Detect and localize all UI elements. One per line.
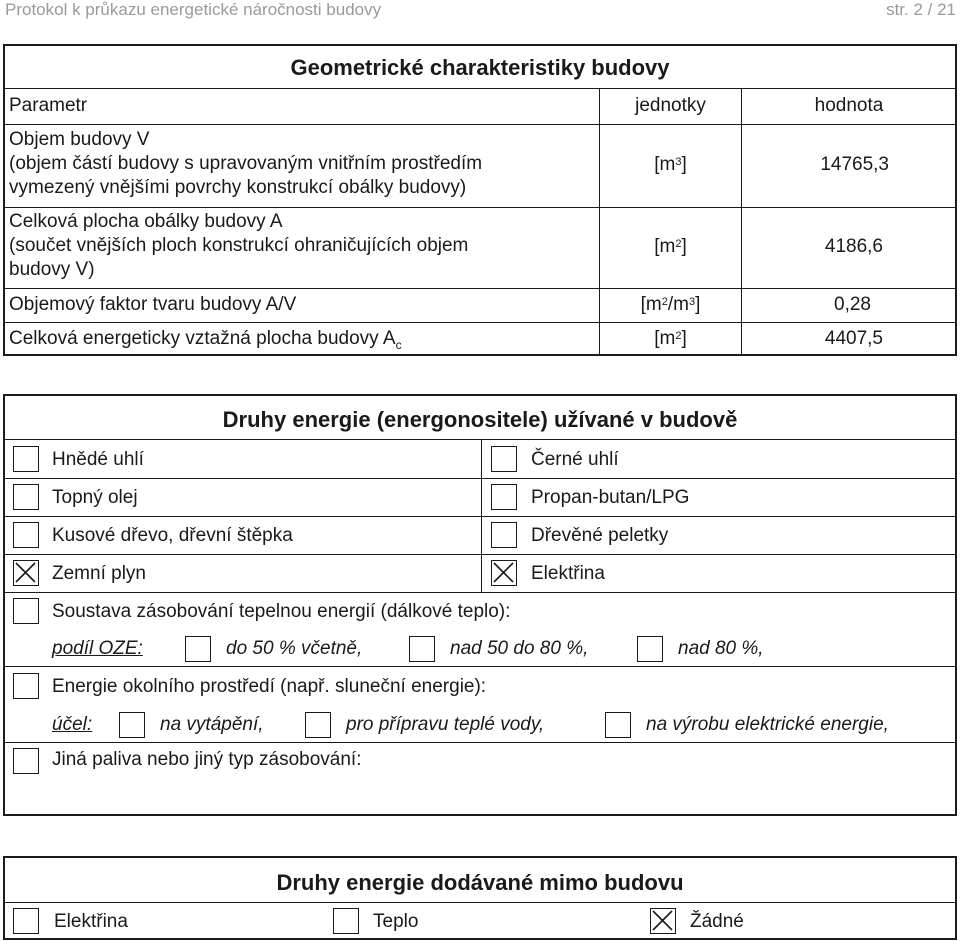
label-elektrina: Elektřina xyxy=(531,563,605,584)
page-number: str. 2 / 21 xyxy=(886,0,956,19)
param-name: Objem budovy V xyxy=(9,129,150,150)
param-unit: $[m^3]$ xyxy=(654,154,687,175)
label-zemni-plyn: Zemní plyn xyxy=(52,563,146,584)
checkbox-ucel-elektricka[interactable] xyxy=(605,712,631,738)
energy-used-section xyxy=(3,394,957,816)
label-propan-butan: Propan-butan/LPG xyxy=(531,487,690,508)
label-dalkove-teplo: Soustava zásobování tepelnou energií (dálkové teplo): xyxy=(52,601,511,622)
checkbox-mimo-elektrina[interactable] xyxy=(13,908,39,934)
param-desc: (objem částí budovy s upravovaným vnitřním prostředím xyxy=(9,153,483,174)
geometry-section xyxy=(3,44,957,356)
checkbox-propan-butan[interactable] xyxy=(491,484,517,510)
checkbox-cerne-uhli[interactable] xyxy=(491,446,517,472)
label-jina-paliva: Jiná paliva nebo jiný typ zásobování: xyxy=(52,749,362,770)
param-name: Celková energeticky vztažná plocha budovy $A_c$ xyxy=(9,328,402,352)
label-ucel-elektricka: na výrobu elektrické energie, xyxy=(646,714,889,735)
checkmark-cross-icon xyxy=(651,909,674,932)
checkbox-ucel-vytapeni[interactable] xyxy=(119,712,145,738)
energy-used-title: Druhy energie (energonositele) užívané v budově xyxy=(222,407,738,432)
label-ucel-vytapeni: na vytápění, xyxy=(160,714,264,735)
checkmark-cross-icon xyxy=(492,561,515,584)
checkbox-zemni-plyn[interactable] xyxy=(13,560,39,586)
label-mimo-teplo: Teplo xyxy=(373,911,419,932)
param-name: Celková plocha obálky budovy A xyxy=(9,211,283,232)
param-unit: $[m^2]$ xyxy=(654,236,687,257)
checkbox-kusove-drevo[interactable] xyxy=(13,522,39,548)
label-energie-okolniho: Energie okolního prostředí (např. sluneční energie): xyxy=(52,676,487,697)
param-unit: $[m^2/m^3]$ xyxy=(640,294,701,315)
param-name: Objemový faktor tvaru budovy A/V xyxy=(9,294,297,315)
label-kusove-drevo: Kusové dřevo, dřevní štěpka xyxy=(52,525,293,546)
param-desc: vymezený vnějšími povrchy konstrukcí obálky budovy) xyxy=(9,177,467,198)
checkbox-energie-okolniho[interactable] xyxy=(13,673,39,699)
checkbox-oze-50-80[interactable] xyxy=(409,636,435,662)
checkbox-jina-paliva[interactable] xyxy=(13,748,39,774)
col-header-units: jednotky xyxy=(635,95,706,116)
checkbox-hnede-uhli[interactable] xyxy=(13,446,39,472)
param-unit: $[m^2]$ xyxy=(654,328,687,349)
label-mimo-elektrina: Elektřina xyxy=(54,911,128,932)
col-header-value: hodnota xyxy=(814,95,884,116)
energy-outside-section xyxy=(3,856,957,940)
param-value: 4407,5 xyxy=(824,328,883,349)
col-header-param: Parametr xyxy=(9,95,88,116)
param-desc: budovy V) xyxy=(9,259,95,280)
checkmark-cross-icon xyxy=(14,561,37,584)
param-value: 4186,6 xyxy=(824,236,883,257)
label-oze-nad-80: nad 80 %, xyxy=(678,638,764,659)
checkbox-topny-olej[interactable] xyxy=(13,484,39,510)
document-header xyxy=(0,0,960,22)
checkbox-mimo-teplo[interactable] xyxy=(333,908,359,934)
energy-outside-title: Druhy energie dodávané mimo budovu xyxy=(276,870,684,895)
checkbox-dalkove-teplo[interactable] xyxy=(13,598,39,624)
label-cerne-uhli: Černé uhlí xyxy=(531,449,619,470)
checkbox-elektrina[interactable] xyxy=(491,560,517,586)
checkbox-ucel-tepla-voda[interactable] xyxy=(305,712,331,738)
label-oze-50-80: nad 50 do 80 %, xyxy=(450,638,589,659)
label-drevene-peletky: Dřevěné peletky xyxy=(531,525,669,546)
checkbox-mimo-zadne[interactable] xyxy=(650,908,676,934)
checkbox-oze-do-50[interactable] xyxy=(185,636,211,662)
label-hnede-uhli: Hnědé uhlí xyxy=(52,449,144,470)
label-ucel: účel: xyxy=(52,714,93,735)
param-value: 14765,3 xyxy=(820,154,889,175)
param-desc: (součet vnějších ploch konstrukcí ohraničujících objem xyxy=(9,235,469,256)
param-value: 0,28 xyxy=(834,294,871,315)
document-title: Protokol k průkazu energetické náročnosti budovy xyxy=(5,0,382,19)
checkbox-oze-nad-80[interactable] xyxy=(637,636,663,662)
label-ucel-tepla-voda: pro přípravu teplé vody, xyxy=(346,714,545,735)
label-mimo-zadne: Žádné xyxy=(690,911,744,932)
label-topny-olej: Topný olej xyxy=(52,487,138,508)
label-podil-oze: podíl OZE: xyxy=(52,638,143,659)
geometry-title: Geometrické charakteristiky budovy xyxy=(290,55,670,80)
checkbox-drevene-peletky[interactable] xyxy=(491,522,517,548)
label-oze-do-50: do 50 % včetně, xyxy=(226,638,363,659)
